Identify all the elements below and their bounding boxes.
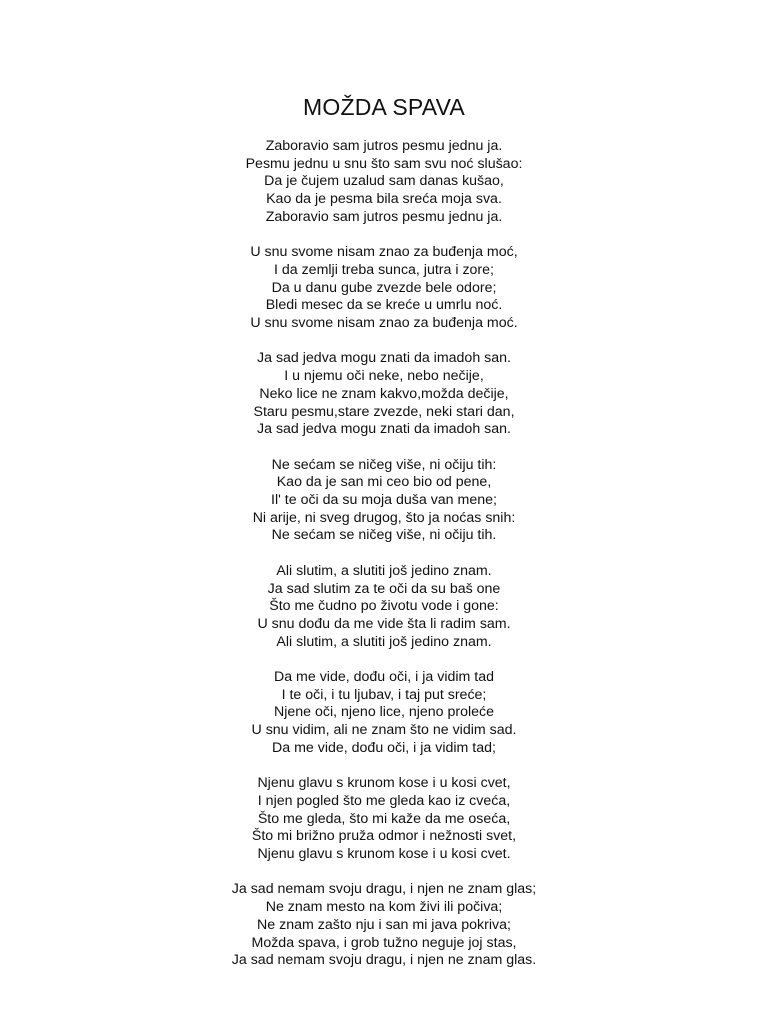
poem-line: Ja sad jedva mogu znati da imadoh san. [257, 350, 511, 367]
poem-line: Što me gleda, što mi kaže da me oseća, [257, 810, 511, 827]
poem-line: Što me čudno po životu vode i gone: [269, 598, 499, 615]
poem-line: Što mi brižno pruža odmor i nežnosti svet, [251, 828, 517, 845]
stanza-1 [0, 138, 768, 227]
poem-line: Možda spava, i grob tužno neguje joj stas, [251, 934, 517, 951]
poem-line: U snu vidim, ali ne znam što ne vidim sad. [251, 722, 517, 739]
poem-title: MOŽDA SPAVA [303, 94, 465, 120]
poem-line: Ja sad slutim za te oči da su baš one [267, 580, 501, 597]
poem-line: Ne znam mesto na kom živi ili počiva; [265, 899, 503, 916]
poem-line: U snu svome nisam znao za buđenja moć. [250, 315, 518, 332]
stanza-5 [0, 563, 768, 652]
poem-line: I da zemlji treba sunca, jutra i zore; [273, 261, 494, 278]
poem-line: Kao da je pesma bila sreća moja sva. [266, 191, 502, 208]
poem-line: Ne znam zašto nju i san mi java pokriva; [257, 916, 511, 933]
poem-line: Da u danu gube zvezde bele odore; [271, 279, 497, 296]
poem-line: Il' te oči da su moja duša van mene; [271, 492, 497, 509]
poem-line: U snu svome nisam znao za buđenja moć, [250, 244, 518, 261]
poem-line: Da je čujem uzalud sam danas kušao, [264, 173, 504, 190]
poem-line: Ja sad nemam svoju dragu, i njen ne znam glas. [231, 952, 537, 969]
poem-line: Zaboravio sam jutros pesmu jednu ja. [265, 208, 503, 225]
poem-line: Kao da je san mi ceo bio od pene, [276, 474, 492, 491]
poem-line: I te oči, i tu ljubav, i taj put sreće; [281, 686, 487, 703]
poem-body [0, 138, 768, 970]
poem-line: Ni arije, ni sveg drugog, što ja noćas snih: [252, 509, 516, 526]
stanza-4 [0, 457, 768, 546]
poem-line: Ali slutim, a slutiti još jedino znam. [276, 562, 492, 579]
poem-line: Da me vide, dođu oči, i ja vidim tad [273, 669, 494, 686]
stanza-6 [0, 669, 768, 758]
poem-line: Bledi mesec da se kreće u umrlu noć. [265, 297, 503, 314]
poem-line: Ja sad nemam svoju dragu, i njen ne znam glas; [231, 881, 537, 898]
stanza-8 [0, 881, 768, 970]
poem-line: I u njemu oči neke, nebo nečije, [284, 368, 484, 385]
poem-line: Ali slutim, a slutiti još jedino znam. [276, 633, 492, 650]
poem-line: U snu dođu da me vide šta li radim sam. [257, 615, 511, 632]
poem-line: Ne sećam se ničeg više, ni očiju tih: [271, 456, 497, 473]
stanza-3 [0, 350, 768, 439]
poem-line: Zaboravio sam jutros pesmu jednu ja. [265, 138, 503, 154]
poem-line: Pesmu jednu u snu što sam svu noć slušao: [245, 155, 523, 172]
stanza-7 [0, 775, 768, 864]
poem-line: Staru pesmu,stare zvezde, neki stari dan, [253, 403, 515, 420]
poem-line: Njenu glavu s krunom kose i u kosi cvet, [257, 775, 511, 792]
stanza-2 [0, 244, 768, 333]
poem-line: Njenu glavu s krunom kose i u kosi cvet. [257, 846, 511, 863]
poem-line: Ne sećam se ničeg više, ni očiju tih. [271, 527, 497, 544]
poem-line: Ja sad jedva mogu znati da imadoh san. [257, 421, 511, 438]
poem-line: Njene oči, njeno lice, njeno proleće [273, 704, 495, 721]
poem-line: Neko lice ne znam kakvo,možda dečije, [259, 385, 509, 402]
poem-line: I njen pogled što me gleda kao iz cveća, [257, 792, 511, 809]
poem-line: Da me vide, dođu oči, i ja vidim tad; [272, 739, 496, 756]
